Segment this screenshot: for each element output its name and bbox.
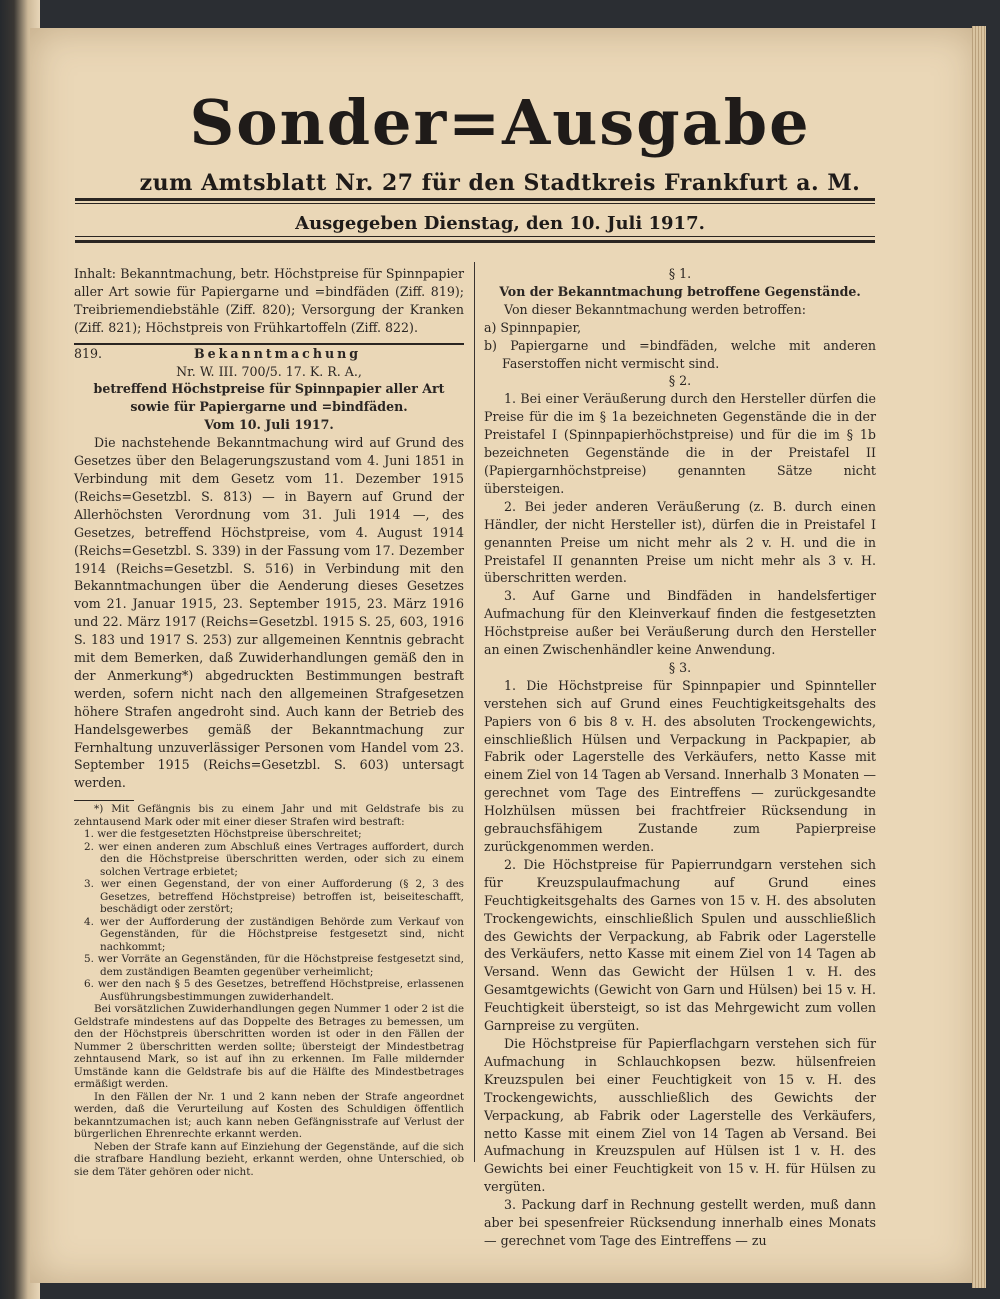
notice-label: Bekanntmachung	[194, 345, 362, 361]
section-1-title: Von der Bekanntmachung betroffene Gegenstände.	[499, 283, 861, 299]
section-1-item-b: b) Papiergarne und =bindfäden, welche mit anderen Faserstoffen nicht vermischt sind.	[484, 337, 876, 371]
section-3-para-2: 2. Die Höchstpreise für Papierrundgarn verstehen sich für Kreuzspulaufmachung auf Grund eines Feuchtigkeitsgehalts des Garnes von 15 v. H. des absoluten Trockengewichts, einschließlich Spulen und ausschließlich des Gewichts der Verpackung, ab Fabrik oder Lagerstelle des Verkäufers, netto Kasse mit einem Ziel von 14 Tagen ab Versand. Wenn das Gewicht der Hülsen 1 v. H. des Gesamtgewichts (Gewicht von Garn und Hülsen) bei 15 v. H. Feuchtigkeit übersteigt, so ist das Mehrgewicht zum vollen Garnpreise zu vergüten.	[484, 856, 876, 1034]
section-1-item-a: a) Spinnpapier,	[484, 319, 582, 335]
section-1-text: Von dieser Bekanntmachung werden betroffen:	[504, 301, 806, 317]
section-2-para-2: 2. Bei jeder anderen Veräußerung (z. B. durch einen Händler, der nicht Hersteller ist), dürfen die in Preistafel I genannten Preise um nicht mehr als 2 v. H. und die in Preistafel II genannten Preise um nicht mehr als 3 v. H. überschritten werden.	[484, 498, 876, 586]
right-column	[484, 265, 876, 1250]
footnote-item: 5. wer Vorräte an Gegenständen, für die Höchstpreise festgesetzt sind, dem zuständigen Beamten gegenüber verheimlicht;	[84, 953, 464, 978]
date-rule-bottom	[75, 240, 875, 243]
footnote-rule	[74, 800, 134, 801]
section-3-para-3: 3. Packung darf in Rechnung gestellt werden, muß dann aber bei spesenfreier Rücksendung innerhalb eines Monats — gerechnet vom Tage des Eintreffens — zu	[484, 1197, 876, 1248]
title-rule-thin	[75, 203, 875, 204]
title-rule-top	[75, 198, 875, 201]
section-3-para-2b: Die Höchstpreise für Papierflachgarn verstehen sich für Aufmachung in Schlauchkopsen bezw. hülsenfreien Kreuzspulen bei einer Feuchtigkeit von 15 v. H. des Trockengewichts, ausschließlich des Gewichts der Verpackung, ab Fabrik oder Lagerstelle des Verkäufers, netto Kasse mit einem Ziel von 14 Tagen ab Versand. Bei Aufmachung in Kreuzspulen auf Hülsen ist 1 v. H. des Gewichts bei einer Feuchtigkeit von 15 v. H. für Hülsen zu vergüten.	[484, 1035, 876, 1195]
footnote-item: 4. wer der Aufforderung der zuständigen Behörde zum Verkauf von Gegenständen, für die Höchstpreise festgesetzt sind, nicht nachkommt;	[84, 915, 464, 953]
date-rule-thin	[75, 236, 875, 237]
section-2-para-1: 1. Bei einer Veräußerung durch den Hersteller dürfen die Preise für die im § 1a bezeichneten Gegenstände die in der Preistafel I (Spinnpapierhöchstpreise) und für die im § 1b bezeichneten Gegenstände die in der Preistafel II (Papiergarnhöchstpreise) genannten Sätze nicht übersteigen.	[484, 391, 876, 496]
notice-body: Die nachstehende Bekanntmachung wird auf Grund des Gesetzes über den Belagerungszustand vom 4. Juni 1851 in Verbindung mit dem Gesetz vom 11. Dezember 1915 (Reichs=Gesetzbl. S. 813) — in Bayern auf Grund der Allerhöchsten Verordnung vom 31. Juli 1914 —, des Gesetzes, betreffend Höchstpreise, vom 4. August 1914 (Reichs=Gesetzbl. S. 339) in der Fassung vom 17. Dezember 1914 (Reichs=Gesetzbl. S. 516) in Verbindung mit den Bekanntmachungen über die Aenderung dieses Gesetzes vom 21. Januar 1915, 23. September 1915, 23. März 1916 und 22. März 1917 (Reichs=Gesetzbl. 1915 S. 25, 603, 1916 S. 183 und 1917 S. 253) zur allgemeinen Kenntnis gebracht mit dem Bemerken, daß Zuwiderhandlungen gemäß den in der Anmerkung*) abgedruckten Bestimmungen bestraft werden, sofern nicht nach den allgemeinen Strafgesetzen höhere Strafen angedroht sind. Auch kann der Betrieb des Handelsgewerbes gemäß der Bekanntmachung zur Fernhaltung unzuverlässiger Personen vom Handel vom 23. September 1915 (Reichs=Gesetzbl. S. 603) untersagt werden.	[74, 435, 464, 791]
section-2-heading: § 2.	[668, 373, 692, 389]
footnote-paragraph: Neben der Strafe kann auf Einziehung der Gegenstände, auf die sich die strafbare Handlung bezieht, erkannt werden, ohne Unterschied, ob sie dem Täter gehören oder nicht.	[74, 1140, 464, 1178]
footnote	[74, 803, 464, 1178]
issue-date: Ausgegeben Dienstag, den 10. Juli 1917.	[295, 213, 705, 234]
notice-subject: betreffend Höchstpreise für Spinnpapier aller Art sowie für Papiergarne und =bindfäden.	[93, 381, 445, 415]
section-2-para-3: 3. Auf Garne und Bindfäden in handelsfertiger Aufmachung für den Kleinverkauf finden die festgesetzten Höchstpreise außer bei Veräußerung durch den Hersteller an einen Zwischenhändler keine Anwendung.	[484, 588, 876, 658]
main-title: Sonder=Ausgabe	[189, 86, 811, 159]
footnote-item: 3. wer einen Gegenstand, der von einer Aufforderung (§ 2, 3 des Gesetzes, betreffend Höchstpreise) betroffen ist, beiseiteschafft, beschädigt oder zerstört;	[84, 878, 464, 916]
footnote-paragraph: Bei vorsätzlichen Zuwiderhandlungen gegen Nummer 1 oder 2 ist die Geldstrafe mindestens auf das Doppelte des Betrages zu bemessen, um den der Höchstpreis überschritten worden ist oder in den Fällen der Nummer 2 überschritten werden sollte; übersteigt der Mindestbetrag zehntausend Mark, so ist auf ihn zu erkennen. Im Falle mildernder Umstände kann die Geldstrafe bis auf die Hälfte des Mindestbetrages ermäßigt werden.	[74, 1003, 464, 1091]
table-of-contents: Inhalt: Bekanntmachung, betr. Höchstpreise für Spinnpapier aller Art sowie für Papiergarne und =bindfäden (Ziff. 819); Treibriemendiebstähle (Ziff. 820); Versorgung der Kranken (Ziff. 821); Höchstpreis von Frühkartoffeln (Ziff. 822).	[74, 265, 464, 345]
footnote-item: 2. wer einen anderen zum Abschluß eines Vertrages auffordert, durch den die Höchstpreise überschritten werden, oder sich zu einem solchen Vertrage erbietet;	[84, 840, 464, 878]
column-divider	[474, 262, 475, 1162]
notice-reference: Nr. W. III. 700/5. 17. K. R. A.,	[176, 363, 362, 379]
footnote-item: 6. wer den nach § 5 des Gesetzes, betreffend Höchstpreise, erlassenen Ausführungsbestimmungen zuwiderhandelt.	[84, 978, 464, 1003]
left-column	[74, 265, 464, 1178]
section-3-heading: § 3.	[668, 659, 692, 675]
footnote-intro: *) Mit Gefängnis bis zu einem Jahr und mit Geldstrafe bis zu zehntausend Mark oder mit einer dieser Strafen wird bestraft:	[74, 803, 464, 828]
notice-heading	[74, 345, 464, 363]
notice-date: Vom 10. Juli 1917.	[204, 417, 334, 433]
notice-number: 819.	[74, 345, 103, 361]
subtitle: zum Amtsblatt Nr. 27 für den Stadtkreis Frankfurt a. M.	[139, 170, 861, 196]
footnote-paragraph: In den Fällen der Nr. 1 und 2 kann neben der Strafe angeordnet werden, daß die Verurteilung auf Kosten des Schuldigen öffentlich bekanntzumachen ist; auch kann neben Gefängnisstrafe auf Verlust der bürgerlichen Ehrenrechte erkannt werden.	[74, 1090, 464, 1141]
section-1-heading: § 1.	[668, 266, 692, 281]
footnote-item: 1. wer die festgesetzten Höchstpreise überschreitet;	[84, 828, 362, 841]
section-3-para-1: 1. Die Höchstpreise für Spinnpapier und Spinnteller verstehen sich auf Grund eines Feuchtigkeitsgehalts des Papiers von 6 bis 8 v. H. des absoluten Trockengewichts, einschließlich Hülsen und Verpackung in Packpapier, ab Fabrik oder Lagerstelle des Verkäufers, netto Kasse mit einem Ziel von 14 Tagen ab Versand. Innerhalb 3 Monaten — gerechnet vom Tage des Eintreffens — zurückgesandte Holzhülsen müssen bei frachtfreier Rücksendung in gebrauchsfähigem Zustande zum Papierpreise zurückgenommen werden.	[484, 677, 876, 854]
